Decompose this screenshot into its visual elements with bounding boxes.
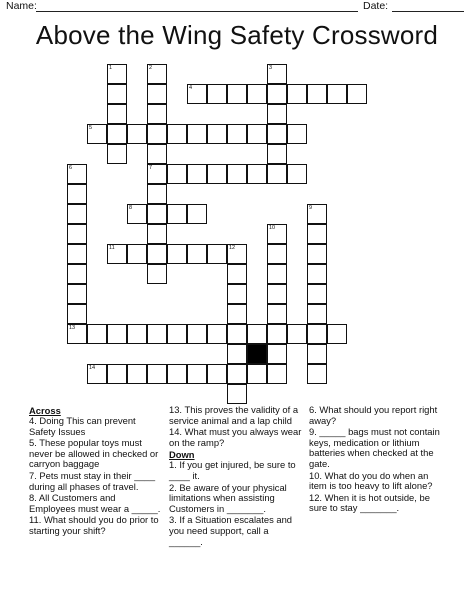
date-field[interactable] <box>392 11 464 12</box>
grid-cell[interactable] <box>307 244 327 264</box>
grid-cell[interactable] <box>107 104 127 124</box>
grid-cell[interactable] <box>327 324 347 344</box>
grid-cell[interactable] <box>227 124 247 144</box>
clue-number: 14 <box>89 365 96 371</box>
grid-cell[interactable] <box>167 124 187 144</box>
grid-cell[interactable] <box>267 124 287 144</box>
grid-cell[interactable] <box>267 144 287 164</box>
grid-cell[interactable] <box>147 104 167 124</box>
clues-column-3 <box>309 405 443 515</box>
grid-cell[interactable] <box>167 364 187 384</box>
clue-across-4: 4. Doing This can prevent Safety Issues <box>29 415 136 437</box>
grid-cell[interactable] <box>147 324 167 344</box>
grid-cell[interactable] <box>127 124 147 144</box>
clue-down-6: 6. What should you report right away? <box>309 404 438 426</box>
grid-cell[interactable] <box>167 324 187 344</box>
grid-cell[interactable] <box>187 324 207 344</box>
header-row <box>6 0 468 14</box>
grid-cell[interactable] <box>267 264 287 284</box>
grid-cell[interactable] <box>67 284 87 304</box>
grid-cell[interactable] <box>267 104 287 124</box>
clue-number: 4 <box>189 85 193 91</box>
grid-cell[interactable] <box>307 284 327 304</box>
grid-cell[interactable] <box>147 244 167 264</box>
grid-cell[interactable] <box>127 364 147 384</box>
page-title: Above the Wing Safety Crossword <box>35 20 439 50</box>
black-grid-square <box>247 344 267 364</box>
clue-down-9: 9. _____ bags must not contain keys, medication or lithium batteries when checked at the gate. <box>309 426 440 469</box>
grid-cell[interactable] <box>147 264 167 284</box>
grid-cell[interactable] <box>147 224 167 244</box>
down-heading: Down <box>169 449 195 461</box>
grid-cell[interactable] <box>67 264 87 284</box>
date-label: Date: <box>363 0 389 12</box>
clue-number: 2 <box>149 65 153 71</box>
grid-cell[interactable] <box>247 84 267 104</box>
clues-column-1 <box>29 405 163 538</box>
clue-number: 1 <box>109 65 113 71</box>
clue-down-1: 1. If you get injured, be sure to ____ it. <box>169 459 296 481</box>
clue-number: 3 <box>269 65 273 71</box>
grid-cell[interactable] <box>227 84 247 104</box>
grid-cell[interactable] <box>267 324 287 344</box>
grid-cell[interactable] <box>147 364 167 384</box>
grid-cell[interactable] <box>267 284 287 304</box>
clue-number: 7 <box>149 165 153 171</box>
grid-cell[interactable] <box>207 324 227 344</box>
grid-cell[interactable] <box>307 364 327 384</box>
grid-cell[interactable] <box>227 164 247 184</box>
clue-number: 10 <box>269 225 276 231</box>
grid-cell[interactable] <box>247 164 267 184</box>
grid-cell[interactable] <box>267 244 287 264</box>
grid-cell[interactable] <box>187 124 207 144</box>
grid-cell[interactable] <box>287 124 307 144</box>
grid-cell[interactable] <box>307 304 327 324</box>
clue-number: 9 <box>309 205 313 211</box>
grid-cell[interactable] <box>147 204 167 224</box>
grid-cell[interactable] <box>247 324 267 344</box>
grid-cell[interactable] <box>247 364 267 384</box>
clue-number: 6 <box>69 165 73 171</box>
grid-cell[interactable] <box>247 124 267 144</box>
clue-across-14: 14. What must you always wear on the ramp? <box>169 426 302 448</box>
grid-cell[interactable] <box>227 344 247 364</box>
grid-cell[interactable] <box>267 344 287 364</box>
grid-cell[interactable] <box>187 364 207 384</box>
grid-cell[interactable] <box>207 164 227 184</box>
grid-cell[interactable] <box>287 84 307 104</box>
grid-cell[interactable] <box>187 204 207 224</box>
clue-across-13: 13. This proves the validity of a service animal and a lap child <box>169 404 299 426</box>
grid-cell[interactable] <box>227 364 247 384</box>
grid-cell[interactable] <box>147 84 167 104</box>
grid-cell[interactable] <box>327 84 347 104</box>
clue-number: 12 <box>229 245 236 251</box>
grid-cell[interactable] <box>227 284 247 304</box>
grid-cell[interactable] <box>207 364 227 384</box>
grid-cell[interactable] <box>307 344 327 364</box>
grid-cell[interactable] <box>167 244 187 264</box>
grid-cell[interactable] <box>307 324 327 344</box>
grid-cell[interactable] <box>227 304 247 324</box>
grid-cell[interactable] <box>167 204 187 224</box>
grid-cell[interactable] <box>67 184 87 204</box>
grid-cell[interactable] <box>107 124 127 144</box>
grid-cell[interactable] <box>207 124 227 144</box>
grid-cell[interactable] <box>147 144 167 164</box>
name-field[interactable] <box>36 11 358 12</box>
clue-across-5: 5. These popular toys must never be allowed in checked or carryon baggage <box>29 437 159 470</box>
grid-cell[interactable] <box>207 244 227 264</box>
grid-cell[interactable] <box>267 364 287 384</box>
grid-cell[interactable] <box>67 244 87 264</box>
clue-number: 13 <box>69 325 76 331</box>
grid-cell[interactable] <box>187 244 207 264</box>
grid-cell[interactable] <box>67 224 87 244</box>
clues-column-2 <box>169 405 303 548</box>
clue-across-11: 11. What should you do prior to starting your shift? <box>29 514 159 536</box>
grid-cell[interactable] <box>307 264 327 284</box>
clue-number: 5 <box>89 125 93 131</box>
clue-down-10: 10. What do you do when an item is too heavy to lift alone? <box>309 469 433 492</box>
grid-cell[interactable] <box>87 324 107 344</box>
grid-cell[interactable] <box>307 224 327 244</box>
grid-cell[interactable] <box>287 164 307 184</box>
grid-cell[interactable] <box>227 324 247 344</box>
grid-cell[interactable] <box>307 84 327 104</box>
grid-cell[interactable] <box>67 204 87 224</box>
grid-cell[interactable] <box>287 324 307 344</box>
name-label: Name: <box>6 0 37 12</box>
grid-cell[interactable] <box>267 164 287 184</box>
grid-cell[interactable] <box>267 84 287 104</box>
clue-down-3: 3. If a Situation escalates and you need support, call a ______. <box>169 514 292 547</box>
grid-cell[interactable] <box>207 84 227 104</box>
grid-cell[interactable] <box>107 324 127 344</box>
grid-cell[interactable] <box>107 144 127 164</box>
grid-cell[interactable] <box>147 124 167 144</box>
clue-number: 8 <box>129 205 133 211</box>
grid-cell[interactable] <box>347 84 367 104</box>
grid-cell[interactable] <box>167 164 187 184</box>
clue-down-12: 12. When it is hot outside, be sure to stay _______. <box>309 491 430 514</box>
clue-across-8: 8. All Customers and Employees must wear a _____. <box>29 492 161 514</box>
grid-cell[interactable] <box>227 264 247 284</box>
clue-down-2: 2. Be aware of your physical limitations when assisting Customers in _______. <box>169 481 287 514</box>
grid-cell[interactable] <box>107 84 127 104</box>
grid-cell[interactable] <box>227 384 247 404</box>
grid-cell[interactable] <box>127 324 147 344</box>
grid-cell[interactable] <box>147 184 167 204</box>
grid-cell[interactable] <box>127 244 147 264</box>
clue-across-7: 7. Pets must stay in their ____ during all phases of travel. <box>29 469 156 492</box>
grid-cell[interactable] <box>267 304 287 324</box>
grid-cell[interactable] <box>67 304 87 324</box>
clue-number: 11 <box>109 245 115 251</box>
grid-cell[interactable] <box>187 164 207 184</box>
across-heading: Across <box>29 405 61 416</box>
grid-cell[interactable] <box>107 364 127 384</box>
